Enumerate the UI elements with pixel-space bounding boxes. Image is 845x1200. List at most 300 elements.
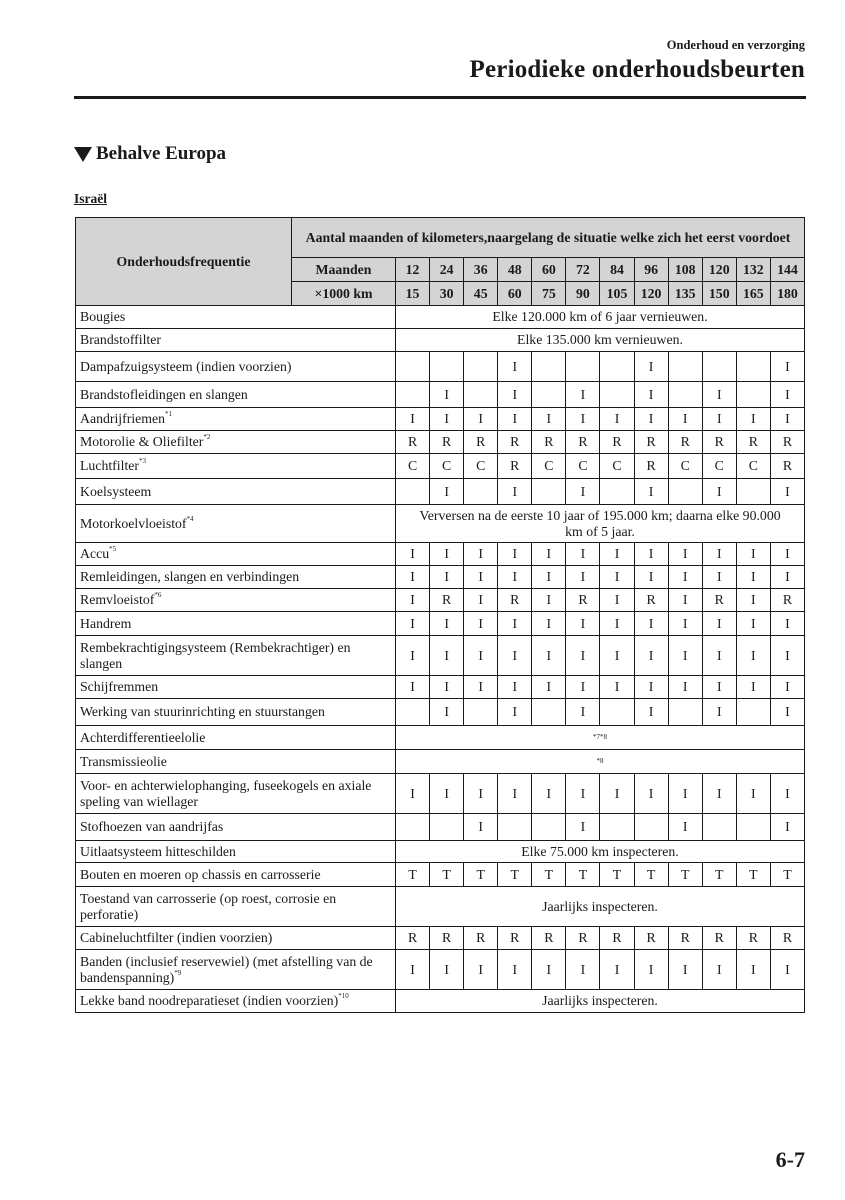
- table-row: [76, 352, 805, 382]
- schedule-cell: I: [668, 814, 702, 841]
- schedule-cell: I: [396, 566, 430, 589]
- item-name-cell: [76, 352, 396, 382]
- schedule-cell: I: [736, 408, 770, 431]
- item-name-cell: [76, 543, 396, 566]
- km-header-cell: 45: [464, 282, 498, 306]
- item-name-cell: [76, 841, 396, 863]
- table-row: [76, 329, 805, 352]
- schedule-cell: I: [464, 636, 498, 676]
- schedule-cell: I: [430, 676, 464, 699]
- item-name-cell: [76, 990, 396, 1013]
- schedule-cell: T: [498, 863, 532, 887]
- schedule-cell: R: [634, 454, 668, 479]
- schedule-cell: I: [770, 612, 804, 636]
- schedule-cell: I: [634, 408, 668, 431]
- schedule-cell: I: [498, 612, 532, 636]
- table-row: [76, 863, 805, 887]
- item-name: Lekke band noodreparatieset (indien voorzien): [80, 993, 339, 1009]
- schedule-cell: I: [532, 774, 566, 814]
- schedule-cell: [464, 352, 498, 382]
- schedule-cell: R: [702, 927, 736, 950]
- schedule-cell: C: [702, 454, 736, 479]
- schedule-cell: I: [532, 636, 566, 676]
- schedule-cell: R: [498, 431, 532, 454]
- maintenance-schedule-table: [75, 217, 805, 1013]
- item-name: Rembekrachtigingsysteem (Rembekrachtiger) en slangen: [80, 639, 351, 671]
- item-name-cell: [76, 927, 396, 950]
- km-header-cell: 30: [430, 282, 464, 306]
- triangle-bullet-icon: [74, 147, 92, 162]
- schedule-cell: [668, 352, 702, 382]
- interval-note-cell: Elke 135.000 km vernieuwen.: [396, 329, 805, 352]
- schedule-cell: R: [634, 431, 668, 454]
- item-name: Motorkoelvloeistof: [80, 515, 187, 531]
- item-name: Banden (inclusief reservewiel) (met afstelling van de bandenspanning): [80, 953, 373, 985]
- schedule-cell: I: [770, 479, 804, 505]
- schedule-cell: I: [770, 699, 804, 726]
- table-row: [76, 566, 805, 589]
- schedule-cell: I: [702, 636, 736, 676]
- schedule-cell: I: [566, 814, 600, 841]
- month-header-cell: 60: [532, 258, 566, 282]
- schedule-cell: I: [770, 636, 804, 676]
- schedule-cell: I: [532, 950, 566, 990]
- schedule-cell: I: [770, 950, 804, 990]
- km-header-cell: 165: [736, 282, 770, 306]
- item-name: Cabineluchtfilter (indien voorzien): [80, 930, 273, 946]
- schedule-cell: I: [532, 676, 566, 699]
- region-subheading: Israël: [74, 191, 107, 206]
- schedule-cell: T: [770, 863, 804, 887]
- item-name-cell: [76, 329, 396, 352]
- table-row: [76, 382, 805, 408]
- item-name-cell: [76, 566, 396, 589]
- km-header-cell: 60: [498, 282, 532, 306]
- schedule-cell: T: [736, 863, 770, 887]
- schedule-cell: [430, 814, 464, 841]
- schedule-cell: [532, 382, 566, 408]
- table-row: [76, 814, 805, 841]
- schedule-cell: I: [430, 612, 464, 636]
- schedule-cell: [430, 352, 464, 382]
- schedule-cell: I: [702, 408, 736, 431]
- schedule-cell: I: [600, 589, 634, 612]
- item-name: Schijfremmen: [80, 679, 159, 695]
- schedule-cell: I: [736, 676, 770, 699]
- table-row: [76, 589, 805, 612]
- schedule-cell: [396, 479, 430, 505]
- interval-note-cell: Elke 75.000 km inspecteren.: [396, 841, 805, 863]
- schedule-cell: R: [566, 431, 600, 454]
- table-row: [76, 479, 805, 505]
- schedule-cell: I: [532, 566, 566, 589]
- item-name-cell: [76, 863, 396, 887]
- schedule-cell: T: [566, 863, 600, 887]
- schedule-cell: I: [430, 543, 464, 566]
- schedule-cell: I: [498, 352, 532, 382]
- schedule-cell: R: [498, 927, 532, 950]
- item-name: Aandrijfriemen: [80, 411, 166, 427]
- item-name: Achterdifferentieelolie: [80, 729, 206, 745]
- item-name: Toestand van carrosserie (op roest, corrosie en perforatie): [80, 890, 337, 922]
- km-header-cell: 150: [702, 282, 736, 306]
- schedule-cell: I: [770, 352, 804, 382]
- schedule-cell: I: [498, 382, 532, 408]
- schedule-cell: C: [600, 454, 634, 479]
- schedule-cell: R: [430, 927, 464, 950]
- km-header-cell: 180: [770, 282, 804, 306]
- schedule-cell: I: [532, 589, 566, 612]
- schedule-cell: I: [668, 636, 702, 676]
- schedule-cell: I: [566, 382, 600, 408]
- schedule-cell: C: [464, 454, 498, 479]
- schedule-cell: T: [464, 863, 498, 887]
- schedule-cell: [736, 479, 770, 505]
- interval-note-cell: *8: [396, 750, 805, 774]
- schedule-cell: I: [498, 676, 532, 699]
- schedule-cell: R: [702, 589, 736, 612]
- schedule-cell: [600, 814, 634, 841]
- page-number: 6-7: [775, 1147, 805, 1172]
- schedule-cell: I: [566, 774, 600, 814]
- schedule-cell: I: [668, 589, 702, 612]
- month-header-cell: 36: [464, 258, 498, 282]
- item-name-cell: [76, 431, 396, 454]
- schedule-cell: I: [566, 566, 600, 589]
- schedule-cell: R: [770, 927, 804, 950]
- schedule-cell: I: [600, 950, 634, 990]
- schedule-cell: [396, 814, 430, 841]
- schedule-cell: [498, 814, 532, 841]
- schedule-cell: I: [430, 636, 464, 676]
- schedule-cell: [464, 479, 498, 505]
- schedule-cell: R: [498, 589, 532, 612]
- schedule-cell: [600, 352, 634, 382]
- schedule-cell: [600, 382, 634, 408]
- schedule-cell: I: [600, 636, 634, 676]
- item-name: Uitlaatsysteem hitteschilden: [80, 843, 236, 859]
- month-header-cell: 144: [770, 258, 804, 282]
- schedule-cell: T: [634, 863, 668, 887]
- footnote-marker: *1: [165, 410, 173, 419]
- month-header-cell: 96: [634, 258, 668, 282]
- schedule-cell: R: [396, 927, 430, 950]
- table-row: [76, 726, 805, 750]
- schedule-cell: I: [464, 950, 498, 990]
- schedule-cell: I: [702, 566, 736, 589]
- footnote-marker: *5: [109, 545, 117, 554]
- item-name-cell: [76, 636, 396, 676]
- schedule-cell: R: [396, 431, 430, 454]
- table-row: [76, 454, 805, 479]
- schedule-cell: C: [566, 454, 600, 479]
- item-name-cell: [76, 505, 396, 543]
- schedule-cell: I: [702, 612, 736, 636]
- schedule-cell: I: [532, 543, 566, 566]
- schedule-cell: T: [532, 863, 566, 887]
- schedule-cell: I: [668, 612, 702, 636]
- schedule-cell: I: [464, 589, 498, 612]
- interval-note-cell: Jaarlijks inspecteren.: [396, 990, 805, 1013]
- interval-note-cell: Jaarlijks inspecteren.: [396, 887, 805, 927]
- schedule-cell: I: [464, 676, 498, 699]
- schedule-cell: I: [736, 636, 770, 676]
- schedule-cell: I: [634, 352, 668, 382]
- item-name: Transmissieolie: [80, 753, 167, 769]
- schedule-cell: R: [600, 927, 634, 950]
- schedule-cell: I: [566, 408, 600, 431]
- schedule-cell: I: [634, 676, 668, 699]
- schedule-cell: C: [736, 454, 770, 479]
- item-name: Remvloeistof: [80, 592, 155, 608]
- schedule-cell: I: [566, 543, 600, 566]
- schedule-cell: I: [702, 543, 736, 566]
- page-title: Periodieke onderhoudsbeurten: [469, 56, 805, 83]
- schedule-cell: I: [498, 543, 532, 566]
- item-name-cell: [76, 950, 396, 990]
- schedule-cell: R: [770, 589, 804, 612]
- schedule-cell: I: [702, 699, 736, 726]
- km-header-cell: 105: [600, 282, 634, 306]
- item-name-cell: [76, 454, 396, 479]
- schedule-cell: I: [430, 566, 464, 589]
- schedule-cell: I: [600, 676, 634, 699]
- schedule-cell: I: [770, 382, 804, 408]
- schedule-cell: I: [634, 774, 668, 814]
- item-name: Brandstofleidingen en slangen: [80, 386, 248, 402]
- month-header-cell: 48: [498, 258, 532, 282]
- section-heading-text: Behalve Europa: [96, 143, 227, 164]
- item-name-cell: [76, 726, 396, 750]
- schedule-cell: R: [668, 431, 702, 454]
- schedule-cell: I: [634, 612, 668, 636]
- schedule-cell: [736, 699, 770, 726]
- item-name-cell: [76, 306, 396, 329]
- km-header-cell: 120: [634, 282, 668, 306]
- schedule-cell: I: [430, 479, 464, 505]
- km-header-cell: 75: [532, 282, 566, 306]
- month-header-cell: 132: [736, 258, 770, 282]
- table-row: [76, 699, 805, 726]
- km-label-cell: ×1000 km: [292, 282, 396, 306]
- schedule-cell: I: [736, 612, 770, 636]
- month-header-cell: 120: [702, 258, 736, 282]
- schedule-cell: I: [396, 636, 430, 676]
- table-row: [76, 408, 805, 431]
- table-row: [76, 750, 805, 774]
- schedule-cell: I: [634, 479, 668, 505]
- section-heading: [74, 143, 226, 165]
- schedule-cell: [634, 814, 668, 841]
- schedule-cell: I: [498, 699, 532, 726]
- schedule-cell: I: [498, 566, 532, 589]
- table-row: [76, 927, 805, 950]
- schedule-cell: I: [498, 774, 532, 814]
- schedule-cell: I: [566, 479, 600, 505]
- schedule-cell: R: [566, 927, 600, 950]
- footnote-marker: *2: [203, 433, 211, 442]
- schedule-cell: [396, 699, 430, 726]
- schedule-cell: [702, 814, 736, 841]
- schedule-cell: I: [736, 566, 770, 589]
- schedule-cell: T: [430, 863, 464, 887]
- schedule-cell: I: [430, 408, 464, 431]
- schedule-cell: I: [498, 479, 532, 505]
- item-name-cell: [76, 699, 396, 726]
- table-row: [76, 505, 805, 543]
- item-name: Werking van stuurinrichting en stuurstangen: [80, 704, 325, 720]
- item-name: Motorolie & Oliefilter: [80, 434, 204, 450]
- schedule-cell: I: [532, 408, 566, 431]
- schedule-cell: I: [464, 814, 498, 841]
- km-header-cell: 135: [668, 282, 702, 306]
- table-row: [76, 543, 805, 566]
- schedule-cell: R: [702, 431, 736, 454]
- item-name: Koelsysteem: [80, 483, 152, 499]
- schedule-cell: R: [532, 431, 566, 454]
- schedule-cell: I: [668, 543, 702, 566]
- table-row: [76, 636, 805, 676]
- schedule-cell: I: [702, 774, 736, 814]
- schedule-cell: C: [668, 454, 702, 479]
- schedule-cell: I: [396, 612, 430, 636]
- item-name: Brandstoffilter: [80, 332, 161, 348]
- item-name-cell: [76, 612, 396, 636]
- schedule-cell: I: [600, 408, 634, 431]
- table-row: [76, 431, 805, 454]
- schedule-cell: I: [736, 774, 770, 814]
- item-name-cell: [76, 479, 396, 505]
- schedule-cell: I: [668, 676, 702, 699]
- schedule-cell: I: [600, 543, 634, 566]
- schedule-cell: I: [770, 566, 804, 589]
- interval-header-cell: Aantal maanden of kilometers,naargelang de situatie welke zich het eerst voordoet: [292, 218, 805, 258]
- schedule-cell: I: [634, 636, 668, 676]
- schedule-cell: [532, 352, 566, 382]
- schedule-cell: I: [396, 543, 430, 566]
- schedule-cell: [566, 352, 600, 382]
- schedule-cell: I: [430, 774, 464, 814]
- schedule-cell: T: [600, 863, 634, 887]
- schedule-cell: I: [430, 699, 464, 726]
- schedule-cell: R: [770, 454, 804, 479]
- month-header-cell: 12: [396, 258, 430, 282]
- schedule-cell: I: [634, 382, 668, 408]
- item-name: Remleidingen, slangen en verbindingen: [80, 569, 300, 585]
- schedule-cell: I: [770, 676, 804, 699]
- schedule-cell: [464, 699, 498, 726]
- schedule-cell: I: [464, 408, 498, 431]
- interval-note-cell: Elke 120.000 km of 6 jaar vernieuwen.: [396, 306, 805, 329]
- schedule-cell: I: [668, 566, 702, 589]
- schedule-cell: I: [702, 479, 736, 505]
- schedule-cell: I: [634, 543, 668, 566]
- schedule-cell: I: [430, 382, 464, 408]
- schedule-cell: I: [668, 950, 702, 990]
- table-row: [76, 306, 805, 329]
- table-row: [76, 841, 805, 863]
- schedule-cell: I: [770, 408, 804, 431]
- table-row: [76, 676, 805, 699]
- footnote-marker: *4: [186, 514, 194, 523]
- schedule-cell: R: [532, 927, 566, 950]
- month-header-cell: 108: [668, 258, 702, 282]
- schedule-cell: I: [498, 408, 532, 431]
- table-row: [76, 612, 805, 636]
- schedule-cell: C: [532, 454, 566, 479]
- item-name: Bougies: [80, 309, 126, 325]
- footnote-marker: *6: [154, 591, 162, 600]
- schedule-cell: R: [634, 589, 668, 612]
- months-label-cell: Maanden: [292, 258, 396, 282]
- item-name-cell: [76, 589, 396, 612]
- schedule-cell: I: [770, 543, 804, 566]
- month-header-cell: 84: [600, 258, 634, 282]
- schedule-cell: C: [430, 454, 464, 479]
- schedule-cell: R: [464, 927, 498, 950]
- schedule-cell: C: [396, 454, 430, 479]
- schedule-cell: I: [702, 382, 736, 408]
- schedule-cell: I: [566, 636, 600, 676]
- schedule-cell: I: [464, 612, 498, 636]
- schedule-cell: I: [430, 950, 464, 990]
- schedule-body: [76, 218, 805, 1013]
- frequency-label-cell: Onderhoudsfrequentie: [76, 218, 292, 306]
- month-header-cell: 24: [430, 258, 464, 282]
- schedule-cell: I: [770, 774, 804, 814]
- schedule-cell: I: [634, 566, 668, 589]
- header-row-interval: [76, 218, 805, 258]
- schedule-cell: [600, 479, 634, 505]
- item-name: Handrem: [80, 615, 132, 631]
- schedule-cell: [736, 814, 770, 841]
- schedule-cell: I: [396, 676, 430, 699]
- schedule-cell: I: [702, 676, 736, 699]
- schedule-cell: [532, 479, 566, 505]
- schedule-cell: [464, 382, 498, 408]
- schedule-cell: I: [736, 543, 770, 566]
- schedule-cell: I: [600, 774, 634, 814]
- schedule-cell: R: [430, 589, 464, 612]
- schedule-cell: I: [532, 612, 566, 636]
- item-name: Accu: [80, 546, 110, 562]
- table-row: [76, 887, 805, 927]
- schedule-cell: I: [668, 774, 702, 814]
- item-name-cell: [76, 774, 396, 814]
- schedule-cell: I: [464, 566, 498, 589]
- schedule-cell: I: [498, 636, 532, 676]
- item-name-cell: [76, 382, 396, 408]
- km-header-cell: 15: [396, 282, 430, 306]
- schedule-cell: I: [566, 699, 600, 726]
- schedule-cell: R: [430, 431, 464, 454]
- item-name: Stofhoezen van aandrijfas: [80, 819, 224, 835]
- schedule-cell: [532, 699, 566, 726]
- schedule-cell: I: [770, 814, 804, 841]
- schedule-cell: I: [498, 950, 532, 990]
- schedule-cell: [396, 382, 430, 408]
- schedule-cell: I: [396, 589, 430, 612]
- schedule-cell: R: [668, 927, 702, 950]
- item-name: Luchtfilter: [80, 458, 139, 474]
- schedule-cell: R: [770, 431, 804, 454]
- schedule-cell: I: [464, 543, 498, 566]
- schedule-cell: [736, 382, 770, 408]
- item-name-cell: [76, 750, 396, 774]
- schedule-cell: [736, 352, 770, 382]
- item-name-cell: [76, 814, 396, 841]
- schedule-cell: I: [396, 774, 430, 814]
